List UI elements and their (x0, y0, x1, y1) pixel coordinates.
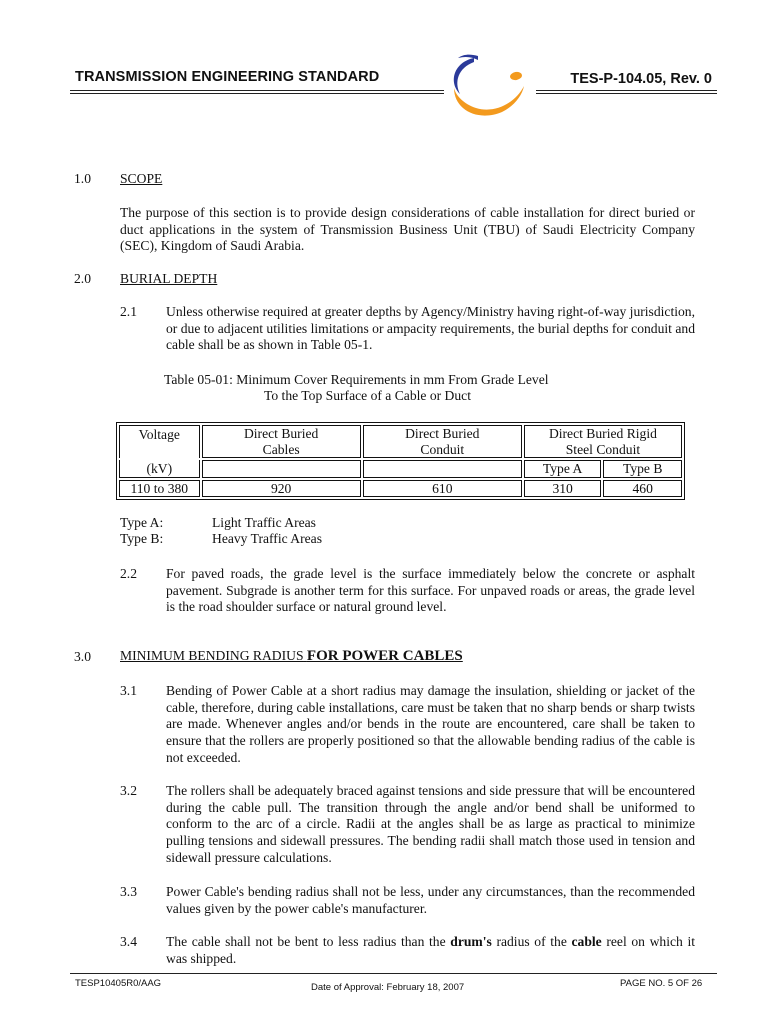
sec-swoosh-logo-icon (444, 48, 534, 124)
cell-direct-buried-cables: 920 (202, 480, 361, 498)
cell-voltage: 110 to 380 (119, 480, 200, 498)
document-number: TES-P-104.05, Rev. 0 (570, 71, 712, 87)
empty-cell (363, 460, 522, 478)
section-title-burial-depth: BURIAL DEPTH (120, 271, 218, 286)
clause-3-1-text: Bending of Power Cable at a short radius may damage the insulation, shielding or jacket of the cable, therefore, during cable installations, care must be taken that no sharp bends or sharp twists are made. Whenever angles and/or bends in the route are encountered, care shall be taken to ensure that the rollers are properly positioned so that the allowable bending radius of the cable is not exceeded. (166, 683, 695, 765)
section-number: 1.0 (74, 171, 91, 186)
section-number: 3.0 (74, 649, 91, 664)
clause-3-4-text: The cable shall not be bent to less radius than the drum's radius of the cable reel on which it was shipped. (166, 934, 695, 966)
table-subheader-row (119, 460, 682, 478)
header-title: TRANSMISSION ENGINEERING STANDARD (75, 69, 380, 85)
section-number: 2.0 (74, 271, 91, 286)
clause-number: 2.2 (120, 566, 137, 581)
table-caption: Table 05-01: Minimum Cover Requirements in mm From Grade Level (164, 372, 549, 387)
cell-type-b: 460 (603, 480, 682, 498)
header-cell-kv: (kV) (119, 460, 200, 478)
header-cell-rigid-steel-conduit: Direct Buried Rigid Steel Conduit (524, 425, 682, 458)
clause-number: 2.1 (120, 304, 137, 319)
scope-paragraph: The purpose of this section is to provide design considerations of cable installation for direct buried or duct applications in the system of Transmission Business Unit (TBU) of Saudi Electricity Company (SEC), Kingdom of Saudi Arabia. (120, 205, 695, 254)
header-rule (70, 90, 444, 91)
clause-3-2-text: The rollers shall be adequately braced against tensions and side pressure that will be encountered during the cable pull. The transition through the angle and/or bend shall be uniformed to conform to the arc of a circle. Radii at the angles shall be as large as practical to minimize pulling tensions and sidewall pressures. The bending radii shall match those used in tension and sidewall pressure calculations. (166, 783, 695, 865)
table-caption-line2: To the Top Surface of a Cable or Duct (264, 388, 471, 403)
header-cell-direct-buried-cables: Direct Buried Cables (202, 425, 361, 458)
empty-cell (202, 460, 361, 478)
clause-number: 3.2 (120, 783, 137, 798)
minimum-cover-table (116, 422, 685, 500)
section-title-bending-radius: MINIMUM BENDING RADIUS FOR POWER CABLES (120, 648, 463, 664)
cell-direct-buried-conduit: 610 (363, 480, 522, 498)
header-cell-voltage: Voltage (119, 425, 200, 458)
header-cell-direct-buried-conduit: Direct Buried Conduit (363, 425, 522, 458)
type-b-label: Type B: (120, 531, 164, 546)
section-title-bold: FOR POWER CABLES (306, 648, 463, 664)
footer-approval-date: Date of Approval: February 18, 2007 (311, 982, 465, 993)
type-a-label: Type A: (120, 515, 164, 530)
header-rule-double (70, 93, 444, 94)
clause-number: 3.3 (120, 884, 137, 899)
header-rule-right-double (536, 93, 717, 94)
section-title-scope: SCOPE (120, 171, 163, 186)
table-row (119, 480, 682, 498)
footer-rule (70, 973, 717, 974)
type-a-description: Light Traffic Areas (212, 515, 316, 530)
clause-2-1-text: Unless otherwise required at greater depths by Agency/Ministry having right-of-way jurisdiction, or due to adjacent utilities limitations or ampacity requirements, the burial depths for conduit and cable shall be as shown in Table 05-1. (166, 304, 695, 353)
clause-number: 3.1 (120, 683, 137, 698)
table-header-row (119, 425, 682, 458)
header-rule-right (536, 90, 717, 91)
clause-number: 3.4 (120, 934, 137, 949)
clause-2-2-text: For paved roads, the grade level is the surface immediately below the concrete or asphalt pavement. Subgrade is another term for this surface. For unpaved roads or areas, the grade level is the road shoulder surface or natural ground level. (166, 566, 695, 615)
footer-doc-code: TESP10405R0/AAG (75, 978, 162, 989)
type-b-description: Heavy Traffic Areas (212, 531, 322, 546)
header-cell-type-b: Type B (603, 460, 682, 478)
cell-type-a: 310 (524, 480, 602, 498)
clause-3-3-text: Power Cable's bending radius shall not be less, under any circumstances, than the recommended values given by the power cable's manufacturer. (166, 884, 695, 916)
footer-page-number: PAGE NO. 5 OF 26 (620, 978, 703, 989)
header-cell-type-a: Type A (524, 460, 602, 478)
